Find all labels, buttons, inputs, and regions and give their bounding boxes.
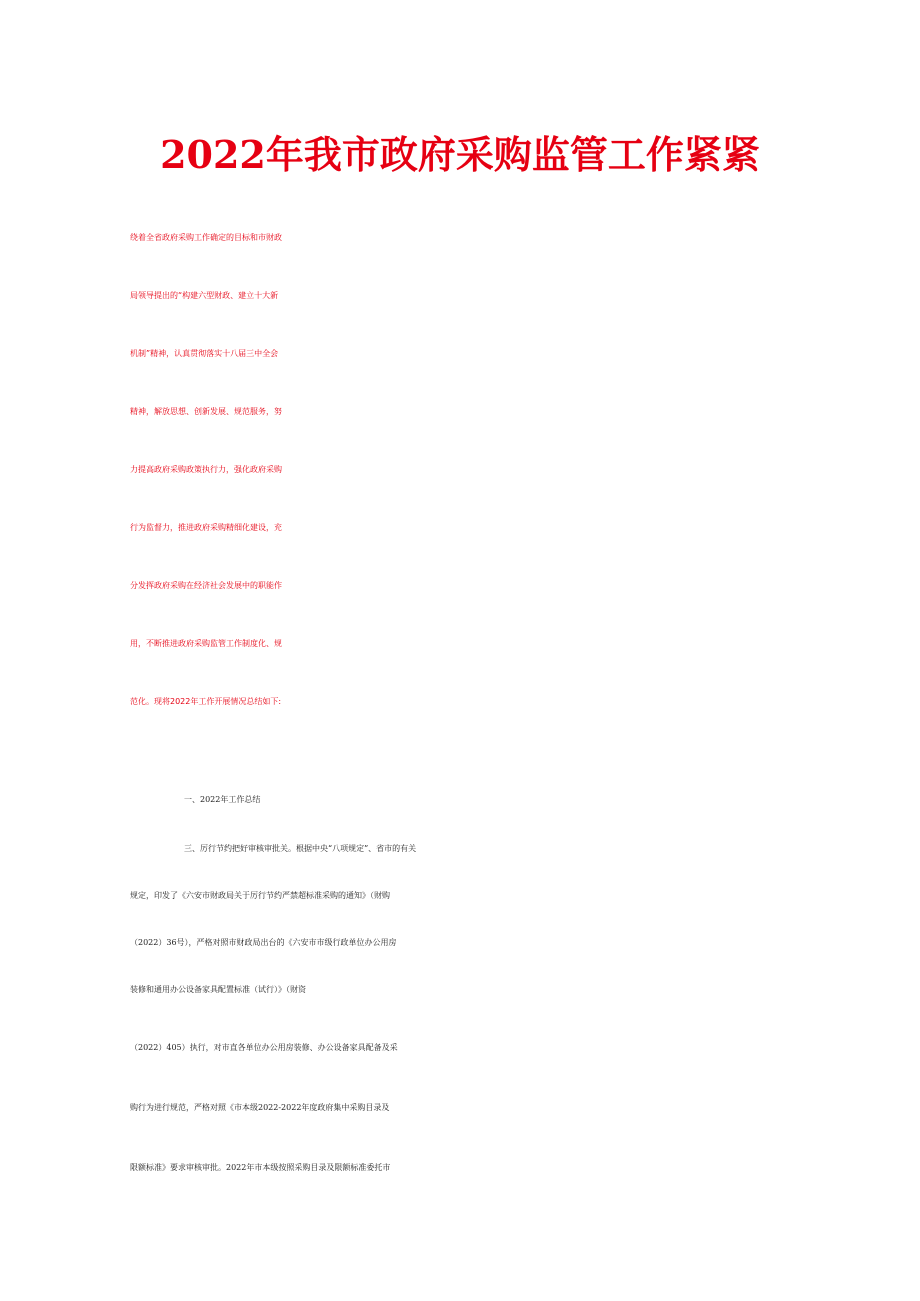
- intro-line: 分发挥政府采购在经济社会发展中的职能作: [130, 581, 282, 590]
- body-line: 三、厉行节约把好审核审批关。根据中央“八项规定”、省市的有关: [184, 844, 417, 853]
- intro-line: 范化。现将2022年工作开展情况总结如下:: [130, 697, 282, 706]
- intro-line: 用，不断推进政府采购监管工作制度化、规: [130, 639, 282, 648]
- body-line: （2022）405）执行，对市直各单位办公用房装修、办公设备家具配备及采: [130, 1043, 398, 1052]
- intro-line: 力提高政府采购政策执行力，强化政府采购: [130, 465, 282, 474]
- body-line: 装修和通用办公设备家具配置标准（试行）》（财资: [130, 985, 306, 994]
- section-heading: 一、2022年工作总结: [184, 795, 261, 804]
- body-line: （2022）36号），严格对照市财政局出台的《六安市市级行政单位办公用房: [130, 938, 397, 947]
- body-line: 限额标准》要求审核审批。2022年市本级按照采购目录及限额标准委托市: [130, 1163, 391, 1172]
- intro-line: 机制”精神，认真贯彻落实十八届三中全会: [130, 349, 279, 358]
- body-line: 规定，印发了《六安市财政局关于厉行节约严禁超标准采购的通知》（财购: [130, 891, 390, 900]
- document-title: 2022年我市政府采购监管工作紧紧: [160, 132, 760, 177]
- intro-line: 绕着全省政府采购工作确定的目标和市财政: [130, 233, 282, 242]
- intro-line: 行为监督力，推进政府采购精细化建设，充: [130, 523, 282, 532]
- intro-line: 精神，解放思想、创新发展、规范服务，努: [130, 407, 282, 416]
- intro-line: 局领导提出的“构建六型财政、建立十大新: [130, 291, 279, 300]
- body-line: 购行为进行规范，严格对照《市本级2022-2022年度政府集中采购目录及: [130, 1103, 390, 1112]
